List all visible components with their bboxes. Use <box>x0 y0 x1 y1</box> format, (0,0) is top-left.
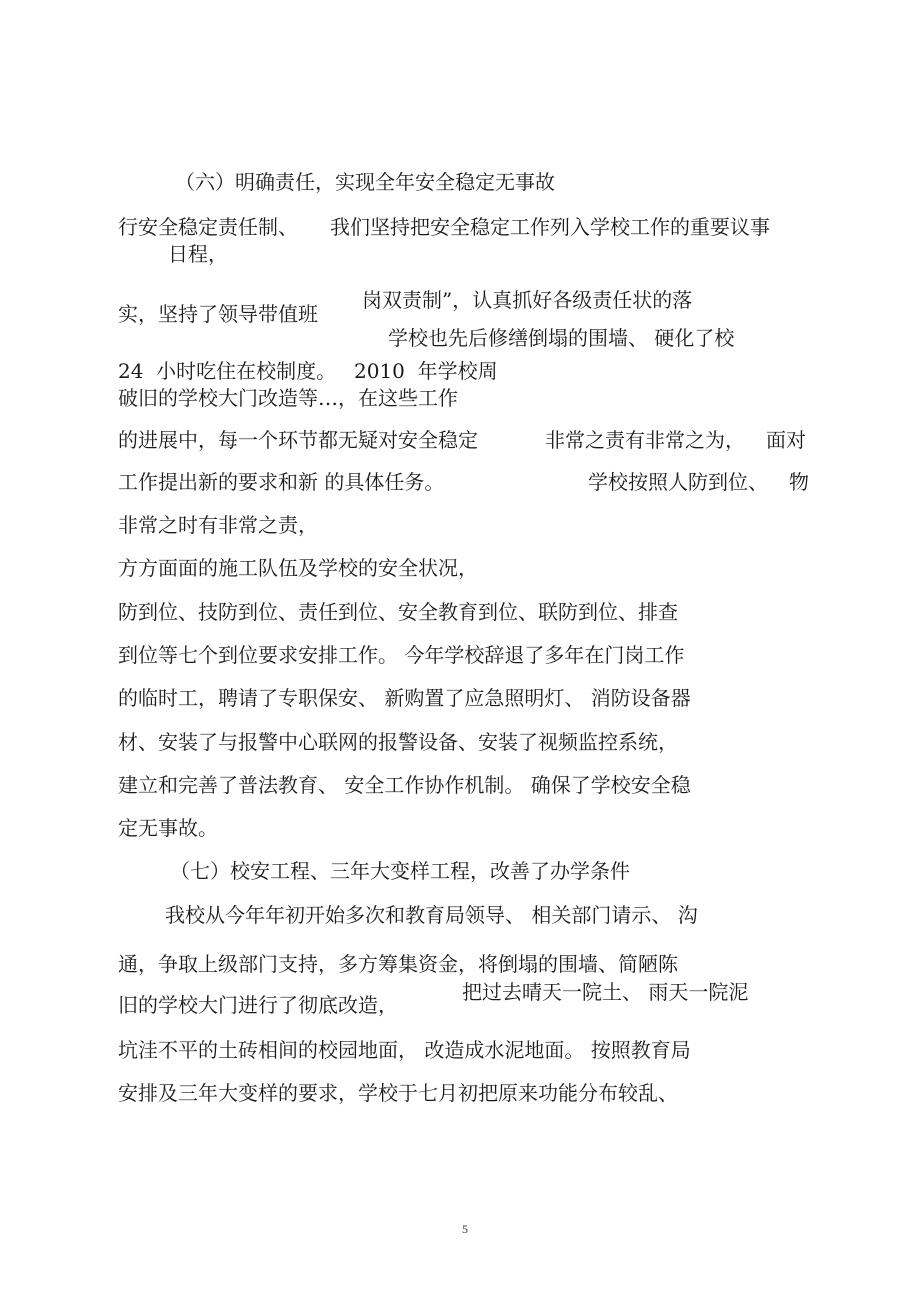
page-number: 5 <box>462 1222 468 1236</box>
text-line: 我们坚持把安全稳定工作列入学校工作的重要议事 <box>330 215 770 239</box>
section-heading-six: （六）明确责任，实现全年安全稳定无事故 <box>175 170 555 194</box>
text-line: 材、安装了与报警中心联网的报警设备、安装了视频监控系统， <box>118 730 678 754</box>
section-heading-seven: （七）校安工程、三年大变样工程，改善了办学条件 <box>170 859 630 883</box>
text-line: 岗双责制”，认真抓好各级责任状的落 <box>362 288 693 312</box>
text-line: 旧的学校大门进行了彻底改造， <box>118 993 398 1017</box>
text-line: 我校从今年年初开始多次和教育局领导、 相关部门请示、 沟 <box>165 903 698 927</box>
text-line: 24 小时吃住在校制度。 <box>118 359 337 383</box>
text-line: 通，争取上级部门支持，多方筹集资金，将倒塌的围墙、简陋陈 <box>118 952 678 976</box>
text-line: 学校也先后修缮倒塌的围墙、 硬化了校 <box>388 326 735 350</box>
text-line: 坑洼不平的土砖相间的校园地面， 改造成水泥地面。 按照教育局 <box>118 1038 691 1062</box>
text-line: 工作提出新的要求和新 的具体任务。 <box>118 470 445 494</box>
text-line: 的临时工，聘请了专职保安、 新购置了应急照明灯、 消防设备器 <box>118 686 691 710</box>
text-line: 物 <box>789 470 809 494</box>
text-line: 非常之时有非常之责， <box>118 513 318 537</box>
text-line: 面对 <box>766 428 806 452</box>
text-line: 学校按照人防到位、 <box>588 470 768 494</box>
text-line: 破旧的学校大门改造等…，在这些工作 <box>118 386 458 410</box>
text-line: 实，坚持了领导带值班 <box>118 302 318 326</box>
text-line: 方方面面的施工队伍及学校的安全状况， <box>118 556 478 580</box>
text-line: 的进展中，每一个环节都无疑对安全稳定 <box>118 428 478 452</box>
text-line: 防到位、技防到位、责任到位、安全教育到位、联防到位、排查 <box>118 600 678 624</box>
text-line: 建立和完善了普法教育、 安全工作协作机制。 确保了学校安全稳 <box>118 773 691 797</box>
text-line: 非常之责有非常之为， <box>545 428 745 452</box>
text-line: 安排及三年大变样的要求，学校于七月初把原来功能分布较乱、 <box>118 1081 678 1105</box>
text-line: 到位等七个到位要求安排工作。 今年学校辞退了多年在门岗工作 <box>118 643 685 667</box>
text-line: 把过去晴天一院土、 雨天一院泥 <box>462 980 749 1004</box>
text-line: 日程， <box>168 242 228 266</box>
text-line: 定无事故。 <box>118 816 218 840</box>
text-line: 行安全稳定责任制、 <box>118 215 298 239</box>
text-line: 2010 年学校周 <box>354 359 498 383</box>
